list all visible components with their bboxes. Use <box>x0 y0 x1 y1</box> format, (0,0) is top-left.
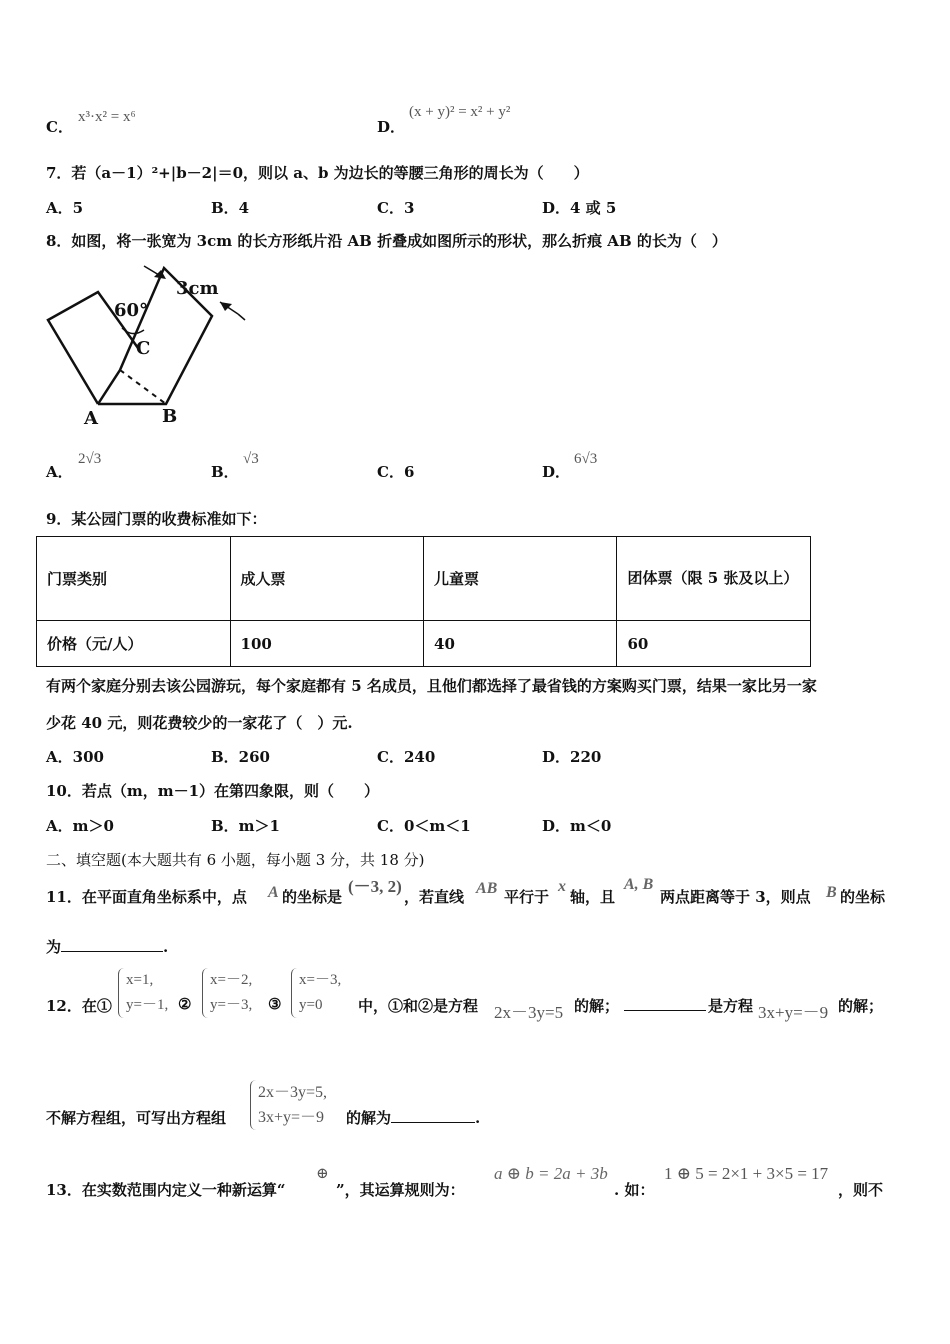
q6-option-d-expr: (x + y)² = x² + y² <box>409 104 511 120</box>
q12-mark3: ③ <box>268 995 282 1013</box>
q12-answer-blank-2 <box>391 1121 475 1123</box>
q11-text: . <box>163 938 169 956</box>
q11-points-ab: A, B <box>624 876 654 893</box>
q11-var-x: x <box>558 878 566 895</box>
q8-figure-point-b: B <box>162 406 178 427</box>
q9-stem: 9．某公园门票的收费标准如下： <box>46 510 267 528</box>
q10-option-c: C．0＜m＜1 <box>377 817 471 835</box>
q12-system1-brace <box>118 968 125 1018</box>
q12-system1 <box>126 968 168 1018</box>
q12-text: . <box>475 1109 481 1127</box>
q8-option-d-label: D． <box>542 463 571 481</box>
table-row-label: 价格（元/人） <box>37 621 231 667</box>
q12-system2-brace <box>202 968 209 1018</box>
q9-text-line2: 少花 40 元，则花费较少的一家花了（ ）元. <box>46 714 353 732</box>
table-row <box>37 537 811 621</box>
q8-option-d-value: 6√3 <box>574 451 598 467</box>
table-cell: 100 <box>230 621 424 667</box>
table-row <box>37 621 811 667</box>
q12-system2 <box>210 968 252 1018</box>
q8-stem: 8．如图，将一张宽为 3cm 的长方形纸片沿 AB 折叠成如图所示的形状，那么折痕 AB 的长为（ ） <box>46 232 727 250</box>
q11-var-b: B <box>826 884 837 901</box>
q12-system2-eq1: x=－2, <box>210 972 253 988</box>
table-header-cell: 儿童票 <box>424 537 617 621</box>
q8-option-c-label: C．6 <box>377 463 415 481</box>
q9-option-c: C．240 <box>377 748 436 766</box>
q11-text: 的坐标是 <box>282 888 343 906</box>
q11-text: ，若直线 <box>404 888 465 906</box>
q12-system3-brace <box>291 968 298 1018</box>
q11-line2 <box>46 936 168 957</box>
q13-text: ，则不 <box>838 1181 884 1199</box>
q12-system4-eq2: 3x+y=－9 <box>258 1109 325 1126</box>
q8-option-b-label: B． <box>211 463 239 481</box>
q9-fee-table <box>36 536 811 667</box>
q6-option-c-label: C． <box>46 118 73 136</box>
q8-folded-paper-figure <box>40 258 250 428</box>
q11-text: 轴，且 <box>570 888 616 906</box>
q12-equation2: 3x+y=－9 <box>758 1003 829 1022</box>
q13-rule: a ⊕ b = 2a + 3b <box>494 1164 608 1183</box>
q12-system4 <box>258 1080 327 1130</box>
q6-option-c-expr: x³·x² = x⁶ <box>78 109 136 125</box>
table-header-cell: 成人票 <box>230 537 424 621</box>
q12-system3 <box>299 968 341 1018</box>
q12-prefix: 12．在① <box>46 997 112 1015</box>
q12-text: 中，①和②是方程 <box>358 997 479 1015</box>
q7-option-c: C．3 <box>377 199 415 217</box>
q12-text: 的解为 <box>346 1109 392 1127</box>
q8-figure-point-a: A <box>84 408 98 428</box>
q11-answer-blank <box>61 950 163 952</box>
q10-option-a: A．m＞0 <box>46 817 114 835</box>
q10-option-b: B．m＞1 <box>211 817 280 835</box>
table-header-cell: 团体票（限 5 张及以上） <box>617 537 811 621</box>
q9-text-line1: 有两个家庭分别去该公园游玩，每个家庭都有 5 名成员，且他们都选择了最省钱的方案购买门票，结果一家比另一家 <box>46 677 817 695</box>
q11-text: 平行于 <box>504 888 550 906</box>
q10-option-d: D．m＜0 <box>542 817 612 835</box>
q13-text: . 如： <box>614 1181 655 1199</box>
q12-system1-eq2: y=－1, <box>126 997 169 1013</box>
q12-text: 的解； <box>574 997 620 1015</box>
q12-system4-brace <box>250 1080 257 1130</box>
q12-equation1: 2x－3y=5 <box>494 1003 564 1022</box>
q12-answer-blank-1 <box>624 1010 706 1011</box>
section-title: 二、填空题(本大题共有 6 小题，每小题 3 分，共 18 分) <box>46 851 425 869</box>
q13-text: ”，其运算规则为： <box>336 1181 465 1199</box>
q9-option-b: B．260 <box>211 748 270 766</box>
q8-option-a-label: A． <box>46 463 73 481</box>
q6-option-d-label: D． <box>377 118 406 136</box>
table-cell: 60 <box>617 621 811 667</box>
q7-stem: 7．若（a－1）²+|b－2|＝0，则以 a、b 为边长的等腰三角形的周长为（ ） <box>46 164 589 182</box>
q11-text: 两点距离等于 3，则点 <box>660 888 811 906</box>
q8-option-a-value: 2√3 <box>78 451 102 467</box>
q10-stem: 10．若点（m，m－1）在第四象限，则（ ） <box>46 782 380 800</box>
q7-option-a: A．5 <box>46 199 84 217</box>
q11-text: 为 <box>46 938 62 956</box>
q12-text: 的解； <box>838 997 884 1015</box>
q13-text: 13．在实数范围内定义一种新运算“ <box>46 1181 286 1199</box>
q12-text: 不解方程组，可写出方程组 <box>46 1109 227 1127</box>
q12-mark2: ② <box>178 995 192 1013</box>
q12-text: 是方程 <box>708 997 754 1015</box>
q8-figure-width-label: 3cm <box>176 278 219 299</box>
q11-text: 11．在平面直角坐标系中，点 <box>46 888 247 906</box>
q12-system3-eq2: y=0 <box>299 997 323 1013</box>
q12-line2-post <box>346 1107 480 1128</box>
q9-option-a: A．300 <box>46 748 104 766</box>
q13-operator: ⊕ <box>316 1166 329 1182</box>
q11-line-ab: AB <box>476 880 498 897</box>
table-header-cell: 门票类别 <box>37 537 231 621</box>
q12-system2-eq2: y=－3, <box>210 997 253 1013</box>
q8-option-b-value: √3 <box>243 451 259 467</box>
q8-figure-point-c: C <box>136 338 151 359</box>
q13-example: 1 ⊕ 5 = 2×1 + 3×5 = 17 <box>664 1164 829 1183</box>
q11-var-a: A <box>268 884 279 901</box>
q9-option-d: D．220 <box>542 748 602 766</box>
q11-text: 的坐标 <box>840 888 886 906</box>
table-cell: 40 <box>424 621 617 667</box>
q8-figure-angle-label: 60° <box>114 300 149 321</box>
q12-system1-eq1: x=1, <box>126 972 154 988</box>
q11-coord: (－3, 2) <box>348 877 402 896</box>
q7-option-b: B．4 <box>211 199 250 217</box>
q7-option-d: D．4 或 5 <box>542 199 617 217</box>
q12-system4-eq1: 2x－3y=5, <box>258 1084 328 1101</box>
q12-system3-eq1: x=－3, <box>299 972 342 988</box>
